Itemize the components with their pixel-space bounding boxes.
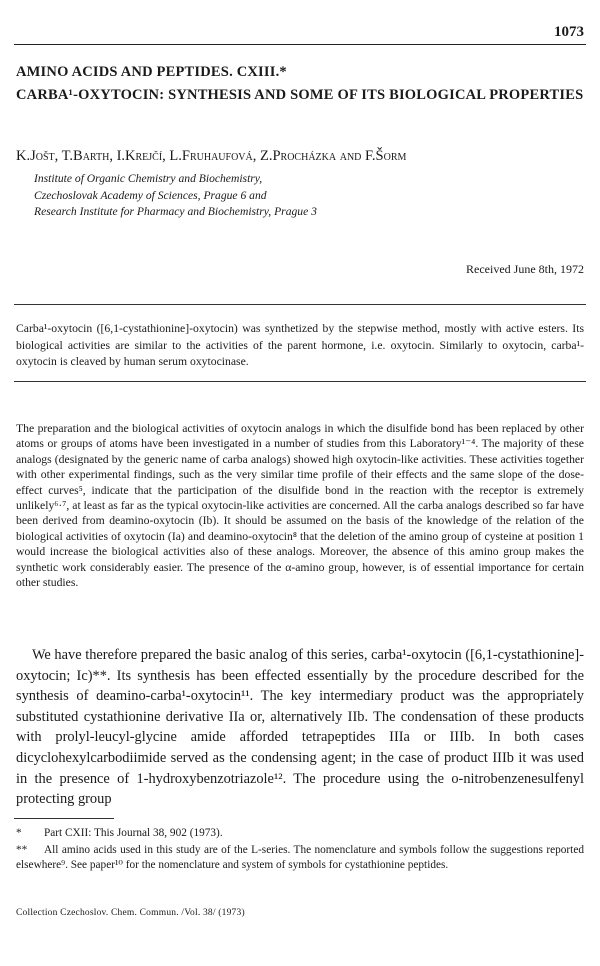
- intro-text: The preparation and the biological activities of oxytocin analogs in which the disulfide bond has been replaced by other atoms or groups of atoms have been investigated in a number of studies from this Laboratory¹⁻⁴. The majority of these analogs (designated by the generic name of carba analogs) showed high oxytocin-like activities. These activities together with other experimental findings, such as the very similar time profile of their effects and the same slope of the dose-effect curves⁵, indicate that the participation of the disulfide bond in the reaction with the receptor is extremely unlikely⁶·⁷, at least as far as the typical oxytocin-like activities are concerned. All the carba analogs described so far have been derived from deamino-oxytocin (Ib). It should be assumed on the basis of the knowledge of the relation of the biological activities of oxytocin (Ia) and deamino-oxytocin⁸ that the deletion of the amino group of cysteine at position 1 would increase the biological activities also of these analogs. Moreover, the absence of this amino group makes the synthetic work considerably easier. The presence of the α-amino group, however, is of essential importance for certain other studies.: [16, 422, 584, 590]
- intro-paragraph: [16, 421, 584, 590]
- received-date: Received June 8th, 1972: [466, 262, 584, 276]
- affiliation-line: Institute of Organic Chemistry and Biochemistry,: [34, 172, 263, 185]
- main-text: We have therefore prepared the basic analog of this series, carba¹-oxytocin ([6,1-cystathionine]-oxytocin; Ic)**. Its synthesis has been effected essentially by the procedure described for the synthesis of deamino-carba¹-oxytocin¹¹. The key intermediary product was the appropriately substituted cystathionine derivative IIa or, alternatively IIb. The condensation of these products with prolyl-leucyl-glycine amide afforded tetrapeptides IIIa or IIIb. In both cases dicyclohexylcarbodiimide served as the condensing agent; in the case of product IIIb it was used in the presence of 1-hydroxybenzotriazole¹². The procedure using the o-nitrobenzenesulfenyl protecting group: [16, 647, 584, 808]
- affiliations: [34, 171, 317, 221]
- footnote-text: Part CXII: This Journal 38, 902 (1973).: [44, 827, 223, 839]
- affiliation-line: Czechoslovak Academy of Sciences, Prague 6 and: [34, 188, 267, 202]
- affiliation-line: Research Institute for Pharmacy and Biochemistry, Prague 3: [34, 205, 317, 218]
- abstract-top-rule: [14, 304, 586, 305]
- author-list: K.Jošt, T.Barth, I.Krejčí, L.Fruhaufová, Z.Procházka and F.Šorm: [16, 148, 407, 164]
- abstract-bottom-rule: [14, 381, 586, 382]
- series-title: AMINO ACIDS AND PEPTIDES. CXIII.*: [16, 64, 287, 80]
- footnote-mark: **: [16, 844, 28, 856]
- header-rule: [14, 44, 586, 45]
- footnote-rule: [14, 818, 114, 819]
- article-title: CARBA¹-OXYTOCIN: SYNTHESIS AND SOME OF ITS BIOLOGICAL PROPERTIES: [16, 87, 584, 103]
- footnote-mark: *: [16, 827, 22, 839]
- abstract: Carba¹-oxytocin ([6,1-cystathionine]-oxytocin) was synthetized by the stepwise method, mostly with active esters. Its biological activities are similar to the activities of the parent hormone, i.e. oxytocin. Similarly to oxytocin, carba¹-oxytocin is cleaved by human serum oxytocinase.: [16, 322, 584, 368]
- footnote-text: All amino acids used in this study are of the L-series. The nomenclature and symbols follow the suggestions reported elsewhere⁹. See paper¹⁰ for the nomenclature and system of symbols for cystathionine peptides.: [16, 844, 584, 872]
- footnote: [16, 826, 584, 841]
- main-paragraph: [16, 645, 584, 810]
- page-number: 1073: [554, 24, 584, 40]
- journal-footer: Collection Czechoslov. Chem. Commun. /Vol. 38/ (1973): [16, 908, 245, 918]
- footnote: [16, 843, 584, 873]
